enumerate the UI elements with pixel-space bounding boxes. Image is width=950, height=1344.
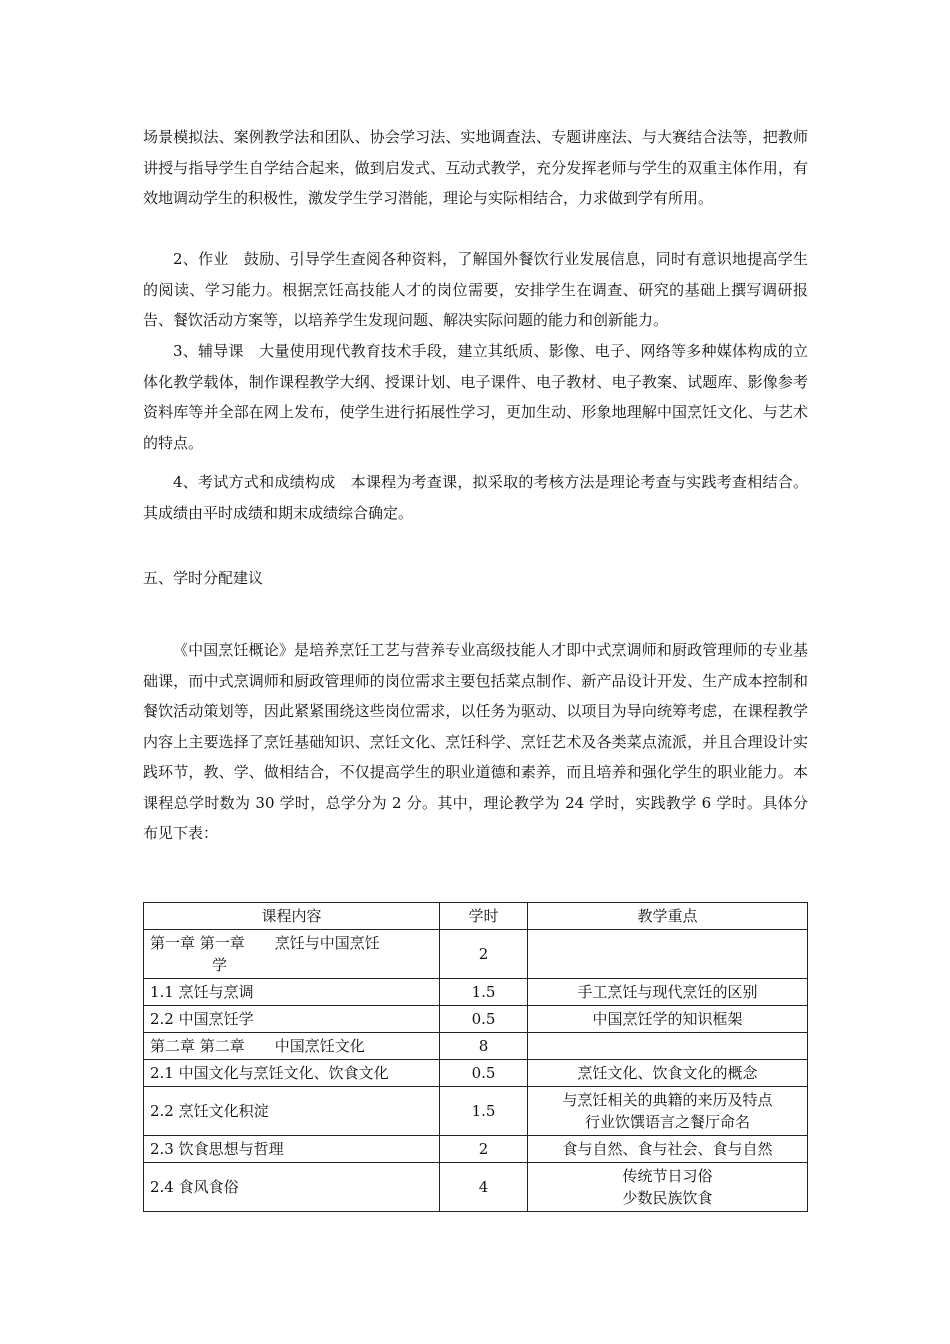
cell-focus-line: 与烹饪相关的典籍的来历及特点 bbox=[562, 1091, 773, 1109]
paragraph-homework: 2、作业 鼓励、引导学生查阅各种资料，了解国外餐饮行业发展信息，同时有意识地提高学生的阅读、学习能力。根据烹饪高技能人才的岗位需要，安排学生在调查、研究的基础上撰写调研报告、餐饮活动方案等，以培养学生发现问题、解决实际问题的能力和创新能力。 bbox=[143, 250, 808, 329]
cell-content: 2.2 中国烹饪学 bbox=[144, 1006, 440, 1033]
cell-focus bbox=[528, 1163, 808, 1212]
cell-content: 1.1 烹饪与烹调 bbox=[144, 979, 440, 1006]
cell-focus bbox=[528, 930, 808, 979]
cell-content bbox=[144, 930, 440, 979]
cell-focus bbox=[528, 1033, 808, 1060]
table-row bbox=[144, 1136, 808, 1163]
table-row bbox=[144, 1087, 808, 1136]
cell-hours: 1.5 bbox=[440, 979, 528, 1006]
section-heading-hours: 五、学时分配建议 bbox=[143, 569, 264, 587]
cell-content-line: 第一章 第一章 烹饪与中国烹饪 bbox=[150, 934, 380, 952]
table-row bbox=[144, 1033, 808, 1060]
cell-content: 第二章 第二章 中国烹饪文化 bbox=[144, 1033, 440, 1060]
table-row bbox=[144, 1060, 808, 1087]
cell-hours: 2 bbox=[440, 1136, 528, 1163]
cell-focus-line: 行业饮馔语言之餐厅命名 bbox=[584, 1113, 750, 1131]
cell-focus: 手工烹饪与现代烹饪的区别 bbox=[528, 979, 808, 1006]
cell-content-line: 学 bbox=[212, 956, 228, 974]
cell-focus-line: 传统节日习俗 bbox=[622, 1167, 713, 1185]
paragraph-tutoring: 3、辅导课 大量使用现代教育技术手段，建立其纸质、影像、电子、网络等多种媒体构成的立体化教学载体，制作课程教学大纲、授课计划、电子课件、电子教材、电子教案、试题库、影像参考资料库等并全部在网上发布，使学生进行拓展性学习，更加生动、形象地理解中国烹饪文化、与艺术的特点。 bbox=[143, 342, 808, 452]
cell-focus bbox=[528, 1087, 808, 1136]
cell-focus-line: 少数民族饮食 bbox=[622, 1189, 713, 1207]
paragraph-course-intro: 《中国烹饪概论》是培养烹饪工艺与营养专业高级技能人才即中式烹调师和厨政管理师的专业基础课，而中式烹调师和厨政管理师的岗位需求主要包括菜点制作、新产品设计开发、生产成本控制和餐饮活动策划等，因此紧紧围绕这些岗位需求，以任务为驱动、以项目为导向统筹考虑，在课程教学内容上主要选择了烹饪基础知识、烹饪文化、烹饪科学、烹饪艺术及各类菜点流派，并且合理设计实践环节，教、学、做相结合，不仅提高学生的职业道德和素养，而且培养和强化学生的职业能力。本课程总学时数为 30 学时，总学分为 2 分。其中，理论教学为 24 学时，实践教学 6 学时。具体分布见下表： bbox=[143, 641, 808, 842]
header-content: 课程内容 bbox=[144, 903, 440, 930]
cell-hours: 4 bbox=[440, 1163, 528, 1212]
cell-focus: 烹饪文化、饮食文化的概念 bbox=[528, 1060, 808, 1087]
cell-content: 2.2 烹饪文化积淀 bbox=[144, 1087, 440, 1136]
table-row bbox=[144, 930, 808, 979]
cell-content: 2.3 饮食思想与哲理 bbox=[144, 1136, 440, 1163]
cell-content: 2.4 食风食俗 bbox=[144, 1163, 440, 1212]
paragraph-exam: 4、考试方式和成绩构成 本课程为考查课，拟采取的考核方法是理论考查与实践考查相结合。其成绩由平时成绩和期末成绩综合确定。 bbox=[143, 473, 808, 522]
paragraph-teaching-methods: 场景模拟法、案例教学法和团队、协会学习法、实地调查法、专题讲座法、与大赛结合法等，把教师讲授与指导学生自学结合起来，做到启发式、互动式教学，充分发挥老师与学生的双重主体作用，有效地调动学生的积极性，激发学生学习潜能，理论与实际相结合，力求做到学有所用。 bbox=[143, 128, 808, 207]
table-row bbox=[144, 1006, 808, 1033]
cell-hours: 0.5 bbox=[440, 1060, 528, 1087]
header-focus: 教学重点 bbox=[528, 903, 808, 930]
table-row bbox=[144, 979, 808, 1006]
header-hours: 学时 bbox=[440, 903, 528, 930]
cell-hours: 0.5 bbox=[440, 1006, 528, 1033]
cell-hours: 8 bbox=[440, 1033, 528, 1060]
table-row bbox=[144, 1163, 808, 1212]
cell-hours: 2 bbox=[440, 930, 528, 979]
course-hours-table bbox=[143, 902, 808, 1212]
table-header-row bbox=[144, 903, 808, 930]
cell-hours: 1.5 bbox=[440, 1087, 528, 1136]
cell-focus: 中国烹饪学的知识框架 bbox=[528, 1006, 808, 1033]
cell-focus: 食与自然、食与社会、食与自然 bbox=[528, 1136, 808, 1163]
cell-content: 2.1 中国文化与烹饪文化、饮食文化 bbox=[144, 1060, 440, 1087]
